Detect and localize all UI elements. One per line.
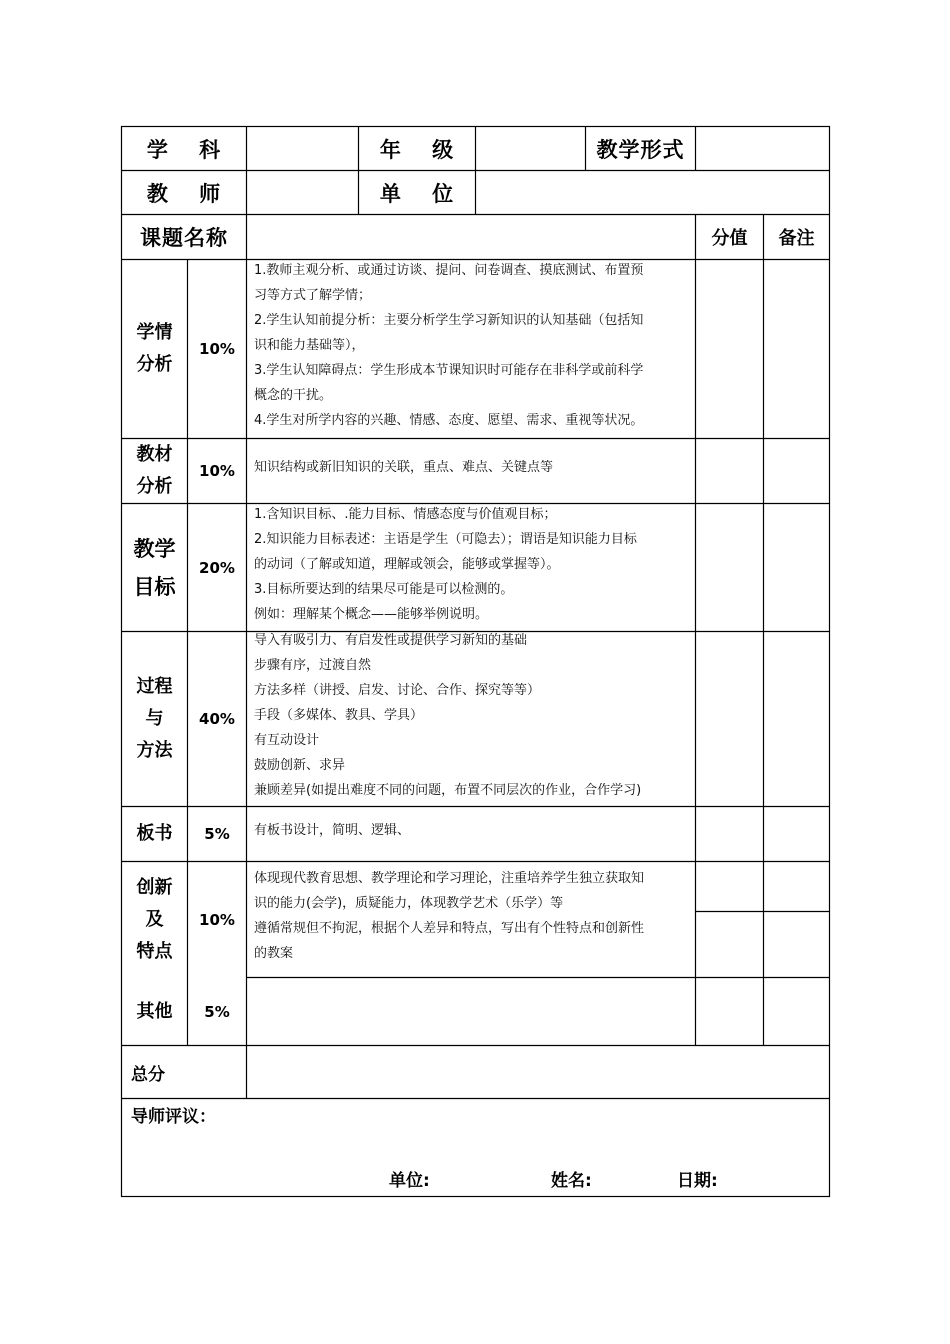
score-cell[interactable]: [696, 912, 763, 977]
note-cell[interactable]: [764, 260, 829, 438]
score-column-header: 分值: [711, 228, 748, 249]
note-column-header: 备注: [778, 228, 815, 249]
note-cell[interactable]: [764, 632, 829, 806]
footer-name-label: 姓名:: [551, 1171, 592, 1191]
category-innovation: 创新 及 特点: [136, 876, 173, 962]
criteria-innovation: 体现现代教育思想、教学理论和学习理论，注重培养学生独立获取知 识的能力(会学)，质疑能力，体现教学艺术（乐学）等 遵循常规但不拘泥，根据个人差异和特点，写出有个性特点和创新性 的教案: [254, 871, 645, 961]
total-label: 总分: [131, 1064, 165, 1085]
weight-process-and-method: 40%: [199, 710, 235, 728]
criteria-process-and-method: 导入有吸引力、有启发性或提供学习新知的基础 步骤有序，过渡自然 方法多样（讲授、启发、讨论、合作、探究等等） 手段（多媒体、教具、学具） 有互动设计 鼓励创新、求异 兼顾差异(如提出难度不同的问题，布置不同层次的作业，合作学习): [254, 633, 642, 798]
weight-innovation: 10%: [199, 910, 235, 929]
footer-unit-label: 单位:: [389, 1171, 430, 1191]
criteria-material-analysis: 知识结构或新旧知识的关联，重点、难点、关键点等: [254, 460, 554, 475]
score-cell[interactable]: [696, 807, 763, 861]
footer-date-label: 日期:: [677, 1171, 718, 1191]
criteria-board-writing: 有板书设计，简明、逻辑、: [254, 823, 411, 838]
note-cell[interactable]: [764, 912, 829, 977]
score-cell[interactable]: [696, 260, 763, 438]
score-cell[interactable]: [696, 504, 763, 631]
weight-learner-analysis: 10%: [199, 340, 235, 358]
grade-label: 年 级: [379, 137, 455, 162]
topic-label: 课题名称: [140, 226, 228, 250]
category-teaching-goals: 教学 目标: [133, 536, 176, 599]
note-cell[interactable]: [764, 504, 829, 631]
note-cell[interactable]: [764, 807, 829, 861]
subject-label: 学 科: [146, 137, 222, 162]
subject-value[interactable]: [247, 127, 358, 170]
criteria-learner-analysis: 1.教师主观分析、或通过访谈、提问、问卷调查、摸底测试、布置预 习等方式了解学情； 2.学生认知前提分析：主要分析学生学习新知识的认知基础（包括知 识和能力基础等）， 3.学生认知障碍点：学生形成本节课知识时可能存在非科学或前科学 概念的干扰。 4.学生对所学内容的兴趣、情感、态度、愿望、需求、重视等状况。: [254, 263, 644, 428]
teacher-value[interactable]: [247, 171, 358, 214]
teaching-form-value[interactable]: [696, 127, 829, 170]
score-cell[interactable]: [696, 862, 763, 911]
weight-teaching-goals: 20%: [199, 558, 235, 577]
unit-label: 单 位: [379, 181, 455, 206]
weight-material-analysis: 10%: [199, 462, 235, 480]
note-cell[interactable]: [764, 978, 829, 1045]
category-learner-analysis: 学情 分析: [136, 322, 173, 375]
weight-other: 5%: [204, 1002, 230, 1021]
category-process-and-method: 过程 与 方法: [136, 676, 173, 761]
criteria-teaching-goals: 1.含知识目标、.能力目标、情感态度与价值观目标； 2.知识能力目标表述：主语是学生（可隐去）；谓语是知识能力目标 的动词（了解或知道，理解或领会，能够或掌握等）。 3.目标所要达到的结果尽可能是可以检测的。 例如：理解某个概念——能够举例说明。: [254, 507, 637, 622]
score-cell[interactable]: [696, 632, 763, 806]
weight-board-writing: 5%: [204, 825, 230, 843]
unit-value[interactable]: [476, 171, 829, 214]
note-cell[interactable]: [764, 862, 829, 911]
advisor-comment-label: 导师评议：: [131, 1107, 216, 1127]
teaching-form-label: 教学形式: [596, 137, 685, 162]
category-board-writing: 板书: [136, 823, 173, 844]
score-cell[interactable]: [696, 439, 763, 503]
score-cell[interactable]: [696, 978, 763, 1045]
criteria-other[interactable]: [247, 978, 695, 1045]
total-value[interactable]: [247, 1046, 829, 1098]
topic-value[interactable]: [247, 215, 695, 259]
category-other: 其他: [136, 1000, 173, 1022]
note-cell[interactable]: [764, 439, 829, 503]
teacher-label: 教 师: [146, 181, 222, 206]
grade-value[interactable]: [476, 127, 585, 170]
category-material-analysis: 教材 分析: [136, 444, 173, 497]
